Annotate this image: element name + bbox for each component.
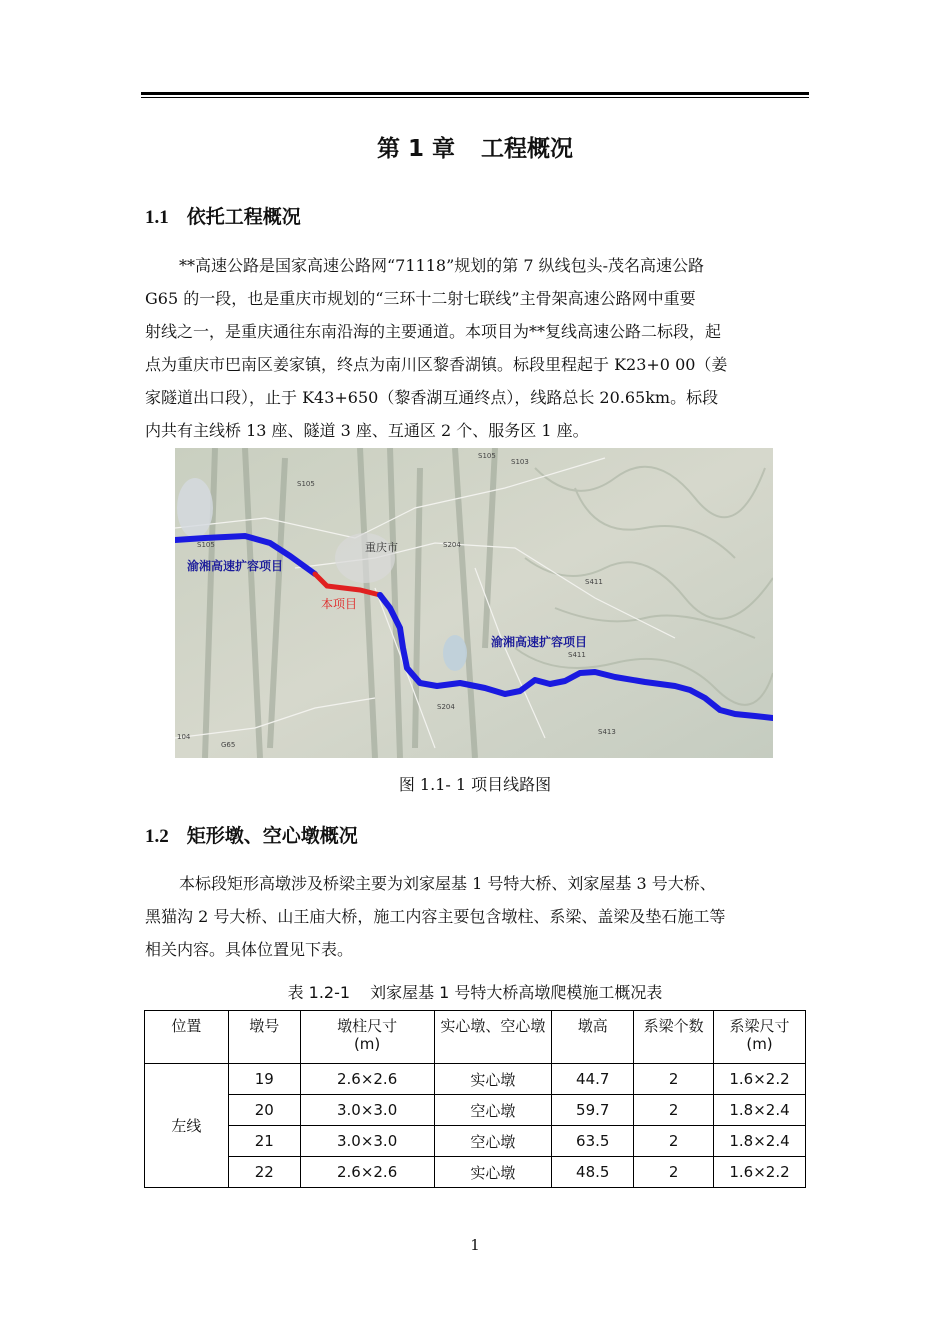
table-row [145, 1064, 806, 1095]
route-map [175, 448, 773, 758]
paragraph-line: 点为重庆市巴南区姜家镇，终点为南川区黎香湖镇。标段里程起于 K23+0 00（姜 [145, 355, 728, 374]
table-cell: 21 [228, 1126, 300, 1157]
section-title: 依托工程概况 [186, 206, 301, 228]
table-cell: 2.6×2.6 [300, 1064, 434, 1095]
paragraph-line: 家隧道出口段），止于 K43+650（黎香湖互通终点），线路总长 20.65km。标段 [145, 388, 719, 407]
table-cell: 19 [228, 1064, 300, 1095]
header-cell: 位置 [145, 1011, 229, 1064]
road-label: S411 [585, 578, 603, 586]
header-cell: 墩高 [552, 1011, 634, 1064]
city-label: 重庆市 [365, 541, 398, 554]
road-label: S103 [511, 458, 529, 466]
table-cell: 实心墩 [434, 1157, 552, 1188]
paragraph-line: 本标段矩形高墩涉及桥梁主要为刘家屋基 1 号特大桥、刘家屋基 3 号大桥、 [179, 874, 716, 893]
route-label-left: 渝湘高速扩容项目 [187, 559, 284, 573]
section-number: 1.1 [145, 207, 169, 228]
section-title: 矩形墩、空心墩概况 [186, 825, 358, 847]
table-title: 刘家屋基 1 号特大桥高墩爬模施工概况表 [370, 983, 663, 1002]
road-label: 104 [177, 733, 191, 741]
section-heading-1-2 [145, 821, 358, 848]
road-label: S411 [568, 651, 586, 659]
pier-table [144, 1010, 806, 1188]
group-cell: 左线 [145, 1064, 229, 1188]
table-cell: 3.0×3.0 [300, 1126, 434, 1157]
header-cell: 系梁个数 [634, 1011, 714, 1064]
page-number: 1 [470, 1236, 480, 1254]
road-label: S204 [437, 703, 455, 711]
road-label: S105 [197, 541, 215, 549]
table-cell: 3.0×3.0 [300, 1095, 434, 1126]
table-cell: 44.7 [552, 1064, 634, 1095]
section-heading-1-1 [145, 202, 301, 229]
table-row [145, 1095, 806, 1126]
table-cell: 空心墩 [434, 1095, 552, 1126]
section-number: 1.2 [145, 826, 169, 847]
table-cell: 2 [634, 1064, 714, 1095]
table-cell: 22 [228, 1157, 300, 1188]
road-label: S105 [478, 452, 496, 460]
paragraph-line: 相关内容。具体位置见下表。 [145, 940, 354, 959]
table-cell: 48.5 [552, 1157, 634, 1188]
paragraph-line: G65 的一段，也是重庆市规划的“三环十二射七联线”主骨架高速公路网中重要 [145, 289, 696, 308]
table-cell: 1.6×2.2 [714, 1157, 806, 1188]
table-cell: 1.8×2.4 [714, 1126, 806, 1157]
table-cell: 20 [228, 1095, 300, 1126]
table-caption [0, 980, 950, 1003]
table-cell: 2.6×2.6 [300, 1157, 434, 1188]
header-cell: 墩柱尺寸 (m) [300, 1011, 434, 1064]
road-label: S105 [297, 480, 315, 488]
header-cell: 实心墩、空心墩 [434, 1011, 552, 1064]
road-label: S204 [443, 541, 461, 549]
lake [443, 635, 467, 671]
paragraph-line: 射线之一，是重庆通往东南沿海的主要通道。本项目为**复线高速公路二标段，起 [145, 322, 722, 341]
project-label: 本项目 [321, 597, 358, 611]
table-cell: 空心墩 [434, 1126, 552, 1157]
table-row [145, 1126, 806, 1157]
paragraph-line: 内共有主线桥 13 座、隧道 3 座、互通区 2 个、服务区 1 座。 [145, 421, 589, 440]
chapter-title-text: 工程概况 [481, 136, 574, 162]
table-cell: 1.8×2.4 [714, 1095, 806, 1126]
paragraph-line: 黑猫沟 2 号大桥、山王庙大桥，施工内容主要包含墩柱、系梁、盖梁及垫石施工等 [145, 907, 726, 926]
table-cell: 实心墩 [434, 1064, 552, 1095]
table-cell: 63.5 [552, 1126, 634, 1157]
table-number: 表 1.2-1 [287, 983, 351, 1002]
road-label: G65 [221, 741, 236, 749]
road-label: S413 [598, 728, 616, 736]
figure-caption: 图 1.1- 1 项目线路图 [398, 775, 552, 794]
table-cell: 1.6×2.2 [714, 1064, 806, 1095]
table-cell: 2 [634, 1095, 714, 1126]
table-header-row [145, 1011, 806, 1064]
section-1-2-paragraph [145, 867, 825, 966]
table-cell: 2 [634, 1126, 714, 1157]
chapter-title [0, 130, 950, 163]
table-cell: 2 [634, 1157, 714, 1188]
header-rule-thin [141, 97, 809, 98]
chapter-number: 第 1 章 [376, 136, 456, 162]
header-cell: 系梁尺寸 (m) [714, 1011, 806, 1064]
table-row [145, 1157, 806, 1188]
section-1-1-paragraph [145, 249, 825, 447]
urban-area [177, 478, 213, 538]
route-label-right: 渝湘高速扩容项目 [491, 635, 588, 649]
header-cell: 墩号 [228, 1011, 300, 1064]
paragraph-line: **高速公路是国家高速公路网“71118”规划的第 7 纵线包头-茂名高速公路 [179, 256, 705, 275]
table-cell: 59.7 [552, 1095, 634, 1126]
header-rule-thick [141, 92, 809, 95]
route-map-image [175, 448, 773, 758]
